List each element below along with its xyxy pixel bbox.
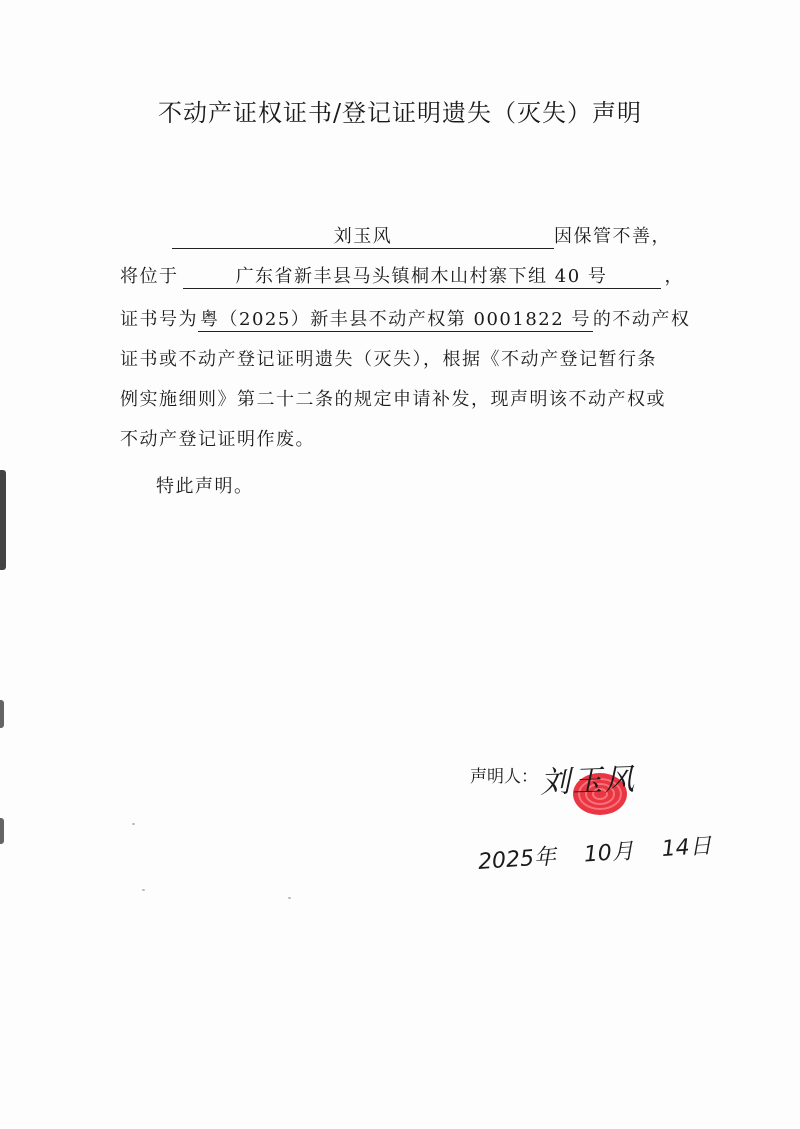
scan-edge-mark — [0, 700, 4, 728]
body-line-4: 证书或不动产登记证明遗失（灭失），根据《不动产登记暂行条 — [120, 349, 657, 370]
body-text: 因保管不善， — [554, 226, 671, 247]
body-text: 的不动产权 — [592, 309, 691, 330]
handwritten-signature: 刘玉风 — [539, 762, 637, 801]
body-line-1 — [120, 222, 671, 249]
date-year: 2025年 — [477, 844, 557, 875]
declarant-name-field: 刘玉风 — [172, 227, 554, 249]
scan-speck — [142, 889, 145, 891]
body-line-5: 例实施细则》第二十二条的规定申请补发，现声明该不动产权或 — [120, 389, 666, 410]
scan-edge-mark — [0, 470, 6, 570]
body-text: ， — [664, 266, 684, 287]
body-text: 证书号为 — [120, 309, 198, 330]
address-field: 广东省新丰县马头镇桐木山村寨下组 40 号 — [183, 267, 661, 289]
declarant-label: 声明人： — [470, 767, 538, 787]
date-month: 10月 — [583, 839, 635, 868]
closing-statement: 特此声明。 — [156, 476, 254, 497]
body-line-2 — [120, 262, 684, 289]
date-day: 14日 — [660, 833, 713, 863]
scan-edge-mark — [0, 818, 4, 844]
certificate-number-field: 粤（2025）新丰县不动产权第 0001822 号 — [200, 309, 591, 330]
body-line-6: 不动产登记证明作废。 — [120, 429, 315, 450]
handwritten-date — [477, 827, 741, 876]
body-line-3 — [120, 305, 690, 332]
scan-speck — [288, 897, 291, 899]
page-title: 不动产证权证书/登记证明遗失（灭失）声明 — [157, 99, 643, 127]
scan-speck — [132, 823, 135, 825]
body-text: 将位于 — [120, 266, 179, 287]
